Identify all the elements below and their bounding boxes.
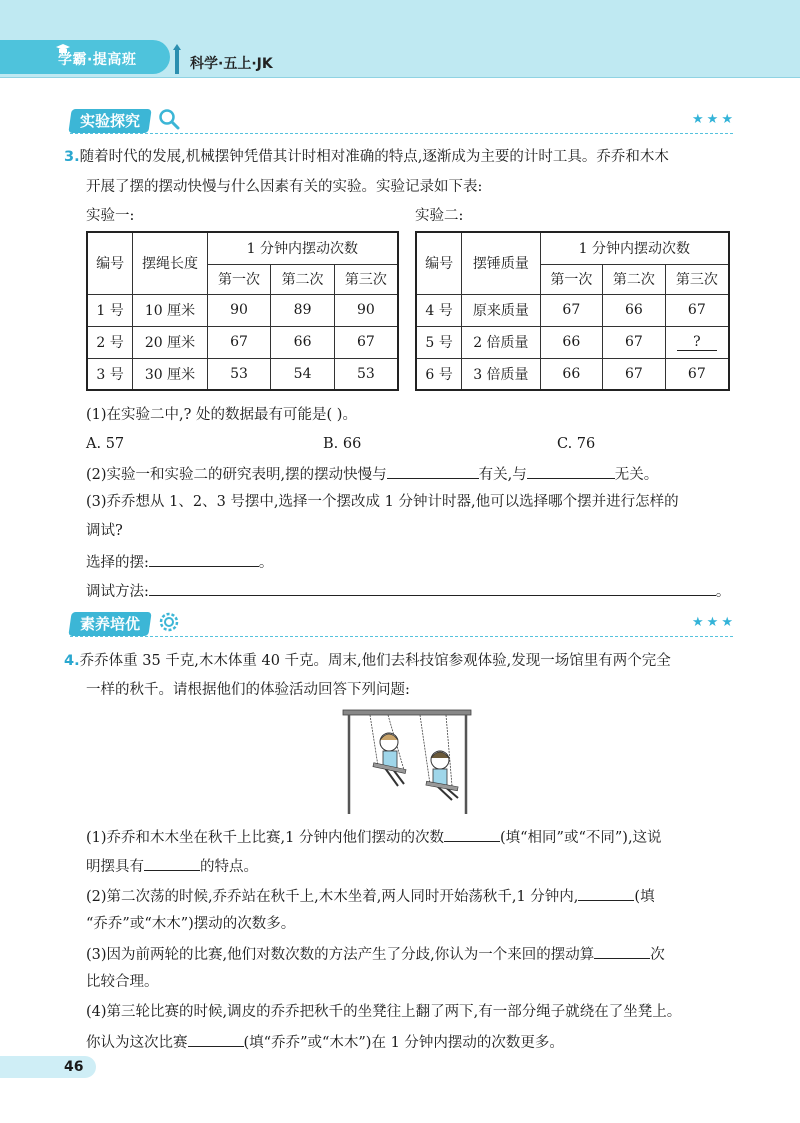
col-header-trial: 第一次 xyxy=(207,264,271,294)
course-title: 科学·五上·JK xyxy=(190,56,273,72)
cell-value: 67 xyxy=(665,358,729,390)
option-a[interactable]: A. 57 xyxy=(86,436,125,452)
option-b[interactable]: B. 66 xyxy=(323,436,362,452)
cell-value: 67 xyxy=(665,294,729,326)
cell-value: 67 xyxy=(540,294,603,326)
magnifier-icon xyxy=(158,108,180,130)
answer-blank[interactable] xyxy=(578,885,634,901)
option-c[interactable]: C. 76 xyxy=(557,436,596,452)
adjust-method-blank[interactable] xyxy=(149,580,716,596)
answer-blank[interactable] xyxy=(527,463,615,479)
q3-sub2: (2)实验一和实验二的研究表明,摆的摆动快慢与 有关,与 无关。 xyxy=(86,463,658,485)
q4-sub1-line2: 明摆具有 的特点。 xyxy=(86,855,258,877)
section-divider xyxy=(70,636,733,637)
cell-number: 5 号 xyxy=(416,326,462,358)
page-number: 46 xyxy=(64,1059,84,1075)
brand-title: 学霸·提高班 xyxy=(58,52,137,68)
swing-illustration xyxy=(340,704,475,814)
cell-number: 3 号 xyxy=(87,358,133,390)
cell-value: 66 xyxy=(540,358,603,390)
cell-mass: 2 倍质量 xyxy=(462,326,540,358)
q4-number: 4. xyxy=(64,653,80,669)
cell-number: 2 号 xyxy=(87,326,133,358)
gear-icon xyxy=(158,611,180,633)
adjust-method-line: 调试方法: 。 xyxy=(86,580,730,602)
cell-value: 54 xyxy=(271,358,335,390)
exp2-label: 实验二: xyxy=(415,208,464,224)
section-banner-enrichment: 素养培优 xyxy=(68,612,151,636)
col-header-trial: 第三次 xyxy=(665,264,729,294)
cell-mass: 3 倍质量 xyxy=(462,358,540,390)
cell-value: 53 xyxy=(334,358,398,390)
q3-intro-line1: 3.随着时代的发展,机械摆钟凭借其计时相对准确的特点,逐渐成为主要的计时工具。乔乔和木木 xyxy=(64,149,669,165)
page-header xyxy=(0,0,800,78)
cell-value: 90 xyxy=(207,294,271,326)
cell-number: 6 号 xyxy=(416,358,462,390)
table-row xyxy=(416,358,729,390)
answer-blank[interactable] xyxy=(444,826,500,842)
section-divider xyxy=(70,133,733,134)
q3-intro-line2: 开展了摆的摆动快慢与什么因素有关的实验。实验记录如下表: xyxy=(86,179,483,195)
cell-value: 66 xyxy=(271,326,335,358)
cell-value: 66 xyxy=(603,294,666,326)
cell-value: 90 xyxy=(334,294,398,326)
q4-sub3-line1: (3)因为前两轮的比赛,他们对数次数的方法产生了分歧,你认为一个来回的摆动算 次 xyxy=(86,943,665,965)
experiment2-table xyxy=(415,231,730,391)
answer-blank[interactable] xyxy=(188,1031,244,1047)
cell-value: 67 xyxy=(603,326,666,358)
table-row xyxy=(416,294,729,326)
col-header-swings-per-minute: 1 分钟内摆动次数 xyxy=(540,232,729,264)
experiment1-table xyxy=(86,231,399,391)
answer-blank[interactable] xyxy=(387,463,479,479)
q4-intro-line2: 一样的秋千。请根据他们的体验活动回答下列问题: xyxy=(86,682,410,698)
cell-value: 66 xyxy=(540,326,603,358)
cell-length: 10 厘米 xyxy=(133,294,207,326)
cell-value: 89 xyxy=(271,294,335,326)
cell-value: 67 xyxy=(207,326,271,358)
q3-number: 3. xyxy=(64,149,80,165)
cell-unknown-value[interactable]: ? xyxy=(665,326,729,358)
answer-blank[interactable] xyxy=(144,855,200,871)
choose-pendulum-blank[interactable] xyxy=(149,551,259,567)
col-header-trial: 第一次 xyxy=(540,264,603,294)
q4-sub4-line1: (4)第三轮比赛的时候,调皮的乔乔把秋千的坐凳往上翻了两下,有一部分绳子就绕在了坐凳上。 xyxy=(86,1004,682,1020)
q4-sub1-line1: (1)乔乔和木木坐在秋千上比赛,1 分钟内他们摆动的次数 (填“相同”或“不同”),这说 xyxy=(86,826,662,848)
answer-blank[interactable] xyxy=(594,943,650,959)
cell-mass: 原来质量 xyxy=(462,294,540,326)
cell-number: 1 号 xyxy=(87,294,133,326)
col-header-bob-mass: 摆锤质量 xyxy=(462,232,540,294)
cell-number: 4 号 xyxy=(416,294,462,326)
q4-sub2-line2: “乔乔”或“木木”)摆动的次数多。 xyxy=(86,916,296,932)
section-banner-experiment: 实验探究 xyxy=(68,109,151,133)
cell-value: 53 xyxy=(207,358,271,390)
pencil-icon xyxy=(170,44,184,74)
choose-pendulum-line: 选择的摆: 。 xyxy=(86,551,273,573)
difficulty-stars: ★★★ xyxy=(692,615,736,630)
cell-length: 20 厘米 xyxy=(133,326,207,358)
q4-intro-line1: 4.乔乔体重 35 千克,木木体重 40 千克。周末,他们去科技馆参观体验,发现一场馆里有两个完全 xyxy=(64,653,671,669)
table-row xyxy=(87,294,398,326)
table-row xyxy=(416,326,729,358)
cell-value: 67 xyxy=(334,326,398,358)
q4-sub2-line1: (2)第二次荡的时候,乔乔站在秋千上,木木坐着,两人同时开始荡秋千,1 分钟内, (填 xyxy=(86,885,655,907)
col-header-trial: 第二次 xyxy=(271,264,335,294)
col-header-trial: 第三次 xyxy=(334,264,398,294)
col-header-number: 编号 xyxy=(416,232,462,294)
exp1-label: 实验一: xyxy=(86,208,135,224)
difficulty-stars: ★★★ xyxy=(692,112,736,127)
cell-length: 30 厘米 xyxy=(133,358,207,390)
q3-sub1: (1)在实验二中,? 处的数据最有可能是( )。 xyxy=(86,407,357,423)
table-row xyxy=(87,326,398,358)
cell-value: 67 xyxy=(603,358,666,390)
q4-sub4-line2: 你认为这次比赛 (填“乔乔”或“木木”)在 1 分钟内摆动的次数更多。 xyxy=(86,1031,564,1053)
col-header-swings-per-minute: 1 分钟内摆动次数 xyxy=(207,232,398,264)
q3-sub3-line2: 调试? xyxy=(86,523,123,539)
q4-sub3-line2: 比较合理。 xyxy=(86,974,159,990)
col-header-number: 编号 xyxy=(87,232,133,294)
col-header-rope-length: 摆绳长度 xyxy=(133,232,207,294)
table-row xyxy=(87,358,398,390)
col-header-trial: 第二次 xyxy=(603,264,666,294)
q3-sub3-line1: (3)乔乔想从 1、2、3 号摆中,选择一个摆改成 1 分钟计时器,他可以选择哪个摆并进行怎样的 xyxy=(86,494,679,510)
